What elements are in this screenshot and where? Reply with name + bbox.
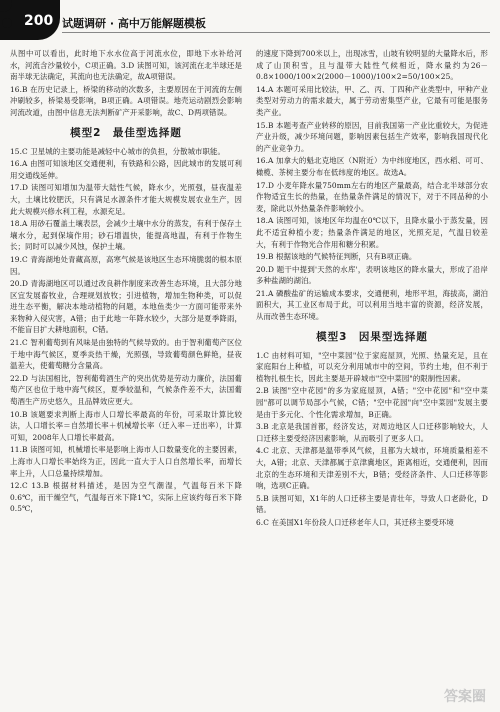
answer-item: 17.D 读图可知增加为温带大陆性气候，降水少，光照强，昼夜温差大，土壤比较肥沃，只有满足水源条件才能大规模发展农业生产，因此大规模兴修水利工程，水源充足。 <box>10 183 242 216</box>
answer-item: 22.D 与法国相比，智利葡萄酒生产的突出优势是劳动力廉价，法国葡萄产区也位于地中海气候区，夏季较温和，气候条件差不大，法国葡萄酒生产历史悠久，且品牌效应更大。 <box>10 373 242 407</box>
answer-item: 12.C 13.B 根据材料描述，是因为空气潮湿，气温每百米下降0.6℃，而干燥空气，气温每百米下降1℃，实际上应该约每百米下降0.5℃， <box>10 481 242 514</box>
answer-item: 6.C 在美国X1年份段人口迁移老年人口，其迁移主要受环境 <box>256 517 454 527</box>
answer-item: 19.B 根据该地的气候特征判断，只有B项正确。 <box>256 252 417 262</box>
answer-item: 3.B 北京是我国首都，经济发达，对周边地区人口迁移影响较大，人口迁移主要受经济因素影响，从而吸引了更多人口。 <box>256 422 488 443</box>
answer-item: 18.A 读图可知，该地区年均温在0℃以下，且降水量小于蒸发量，因此不适宜种植小麦；热量条件满足的地区，光照充足，气温日较差大，有利于作物光合作用和糖分积累。 <box>256 216 488 249</box>
answer-item: 19.C 青海湖地处青藏高原，高寒气候是该地区生态环境脆弱的根本原因。 <box>10 254 242 276</box>
section-heading: 模型3 因果型选择题 <box>316 330 428 343</box>
answer-item: 21.C 智利葡萄到有风味是由独特的气候导致的。由于智利葡萄产区位于地中海气候区，夏季炎热干燥，光照强，导致葡萄颜色鲜艳，昼夜温差大，使葡萄糖分含量高。 <box>10 338 242 371</box>
answer-item: 10.B 该题要求判断上海市人口增长率最高的年份，可采取计算比较法，人口增长率＝自然增长率＋机械增长率（迁入率－迁出率），计算可知，2008年人口增长率最高。 <box>10 409 242 442</box>
decoration-dot-icon <box>2 18 12 28</box>
paragraph: 从图中可以看出，此时地下水水位高于河流水位，即地下水补给河水，河流含沙量较小，C项正确。3.D 读图可知，该河流在北半球还是南半球无法确定，其流向也无法确定，故A项错误。 <box>10 49 242 82</box>
answer-item: 20.D 题干中提到'天然的水库'，表明该地区的降水量大，形成了沿岸多种盐湖的湖泊。 <box>256 264 488 286</box>
answer-item: 2.B 读图"空中花园"的多为家庭屋顶，A错；"空中花园"和"空中菜园"都可以调节局部小气候，C错；"空中花园"向"空中菜园"发展主要是由于多元化、个性化需求增加，B正确。 <box>256 386 488 419</box>
page-header <box>0 0 500 44</box>
answer-item: 15.C 卫星城的主要功能是减轻中心城市的负担，分散城市职能。 <box>10 146 226 156</box>
answer-item: 5.B 读图可知，X1年的人口迁移主要是青壮年，导致人口老龄化，D错。 <box>256 493 488 515</box>
answer-item: 14.A 本题可采用比较法，甲、乙、丙、丁四种产业类型中，甲种产业类型对劳动力的需求最大，属于劳动密集型产业，它最有可能是服务类产业。 <box>256 84 488 117</box>
answer-item: 20.D 青海湖地区可以通过改良耕作制度来改善生态环境，且大部分地区宜发展畜牧业，合理规划放牧；引进植物，增加生物种类，可以促进生态平衡，解决本地动植物的问题，本地鱼类少一方面可能带来外来物种入侵灾害，A错；由于此地一年降水较少，大部分是夏季降雨，不能盲目扩大耕地面积，C错。 <box>10 279 242 335</box>
section-heading: 模型2 最佳型选择题 <box>70 126 182 139</box>
watermark-logo: 答案圈 <box>444 689 486 705</box>
answer-item: 4.C 北京、天津都是温带季风气候，且都为大城市，环境质量相差不大，A错；北京、天津都属于京津冀地区，距离相近，交通便利，因而北京的生态环境和天津差别不大，B错；受经济条件、人口迁移等影响，选项C正确。 <box>256 446 488 491</box>
answer-item: 的速度下降到700米以上，出现冰雪，山坡有较明显的大量降水后，形成了山顶积雪，且与温带大陆性气候相近，降水量约为26－0.8×1000/100×2(2000－1000)/100×2=50/100×25。 <box>256 49 488 82</box>
answer-item: 16.A 加拿大的魁北克地区（N附近）为中纬度地区，西水稻、可可、橄榄、茶树主要分布在低纬度的地区。故选A。 <box>256 156 488 177</box>
page-number: 200 <box>24 13 54 29</box>
answer-item: 21.A 磷酸盐矿的运输成本要求，交通便利，地形平坦，海拔高，湖泊面积大，其工业区布局于此，可以利用当地丰富的资源，经济发展，从而改善生态环境。 <box>256 288 488 322</box>
book-title: 试题调研 · 高中万能解题模板 <box>62 17 206 30</box>
header-divider <box>62 32 490 33</box>
answer-item: 11.B 读图可知，机械增长率是影响上海市人口数量变化的主要因素，上海市人口增长率始终为正，因此一直大于人口自然增长率，而增长率上升，人口总量持续增加。 <box>10 445 242 478</box>
answer-item: 18.A 用砂石覆盖土壤表层，会减少土壤中水分的蒸发，有利于保存土壤水分，起到保墒作用；砂石增温快，能提高地温，有利于作物生长；同时可以减少风蚀，保护土壤。 <box>10 219 242 252</box>
right-column <box>256 48 488 708</box>
paragraph: 16.B 在历史记录上，桥梁的移动的次数多，主要原因在于河流的左侧冲刷较多，桥梁易受影响，B项正确。A项错误。地壳运动剧烈会影响河流改道，由图中信息无法判断矿产开采影响，故C、D两项错误。 <box>10 84 242 117</box>
answer-item: 15.B 本题考查产业转移的原因，目前我国第一产业比重较大，为促进产业升级，减少环境问题，影响因素包括生产效率，影响我国现代化的产业竞争力。 <box>256 120 488 153</box>
left-column <box>10 48 242 708</box>
answer-item: 16.A 由图可知该地区交通便利，有铁路和公路，因此城市的发展可利用交通线延伸。 <box>10 159 242 180</box>
answer-item: 17.D 小麦年降水量750mm左右的地区产量最高，结合北半球部分农作物适宜生长的热量，在热量条件满足的情况下，对于不同品种的小麦，除此以外热量条件影响较小。 <box>256 180 488 213</box>
answer-item: 1.C 由材料可知，"空中菜园"位于家庭屋顶，光照、热量充足，且在家庭阳台上种植，可以充分利用城市中的空间，节约土地，但不利于植物扎根生长，因此主要是开辟城市"空中菜园"的限制性因素。 <box>256 350 488 383</box>
